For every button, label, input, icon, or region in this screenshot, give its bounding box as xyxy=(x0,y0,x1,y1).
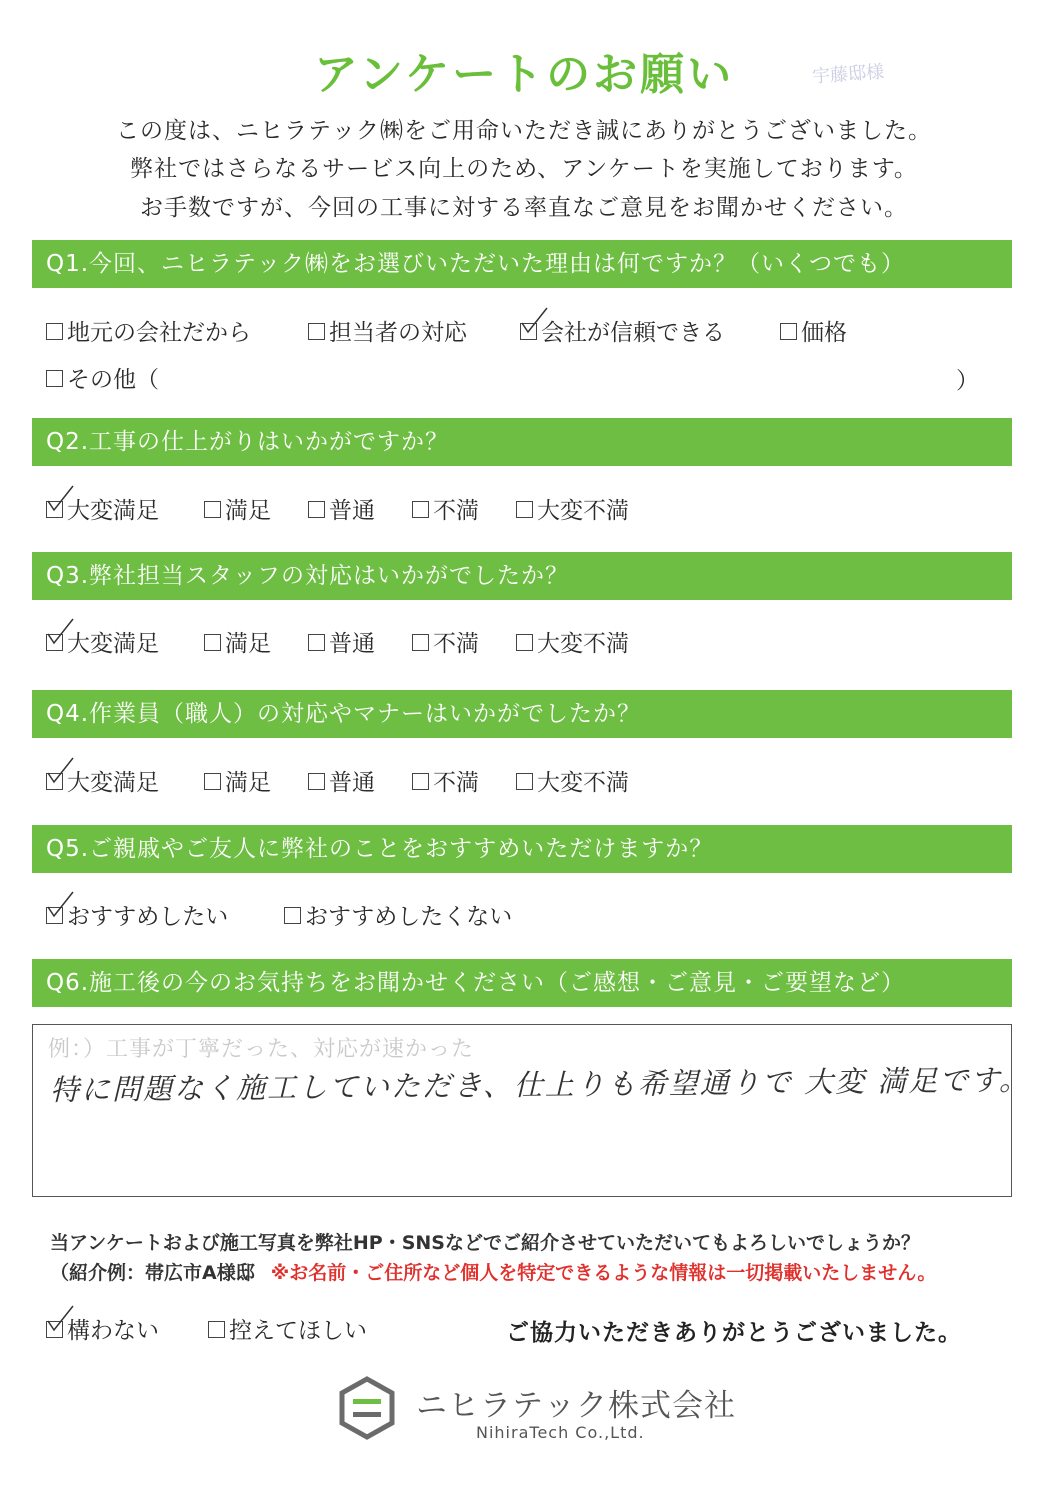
consent-options xyxy=(46,1310,367,1346)
q1-option-trust[interactable]: 会社が信頼できる xyxy=(520,314,780,347)
q1-option-other[interactable]: その他（ xyxy=(46,361,159,394)
q3-option-neutral[interactable]: 普通 xyxy=(308,625,412,658)
consent-question: 当アンケートおよび施工写真を弊社HP・SNSなどでご紹介させていただいてもよろしいでしょうか？ xyxy=(50,1232,920,1254)
page-title: アンケートのお願い xyxy=(313,49,735,100)
comment-example: 例：）工事が丁寧だった、対応が速かった xyxy=(48,1037,475,1062)
q3-heading: Q3.弊社担当スタッフの対応はいかがでしたか？ xyxy=(32,552,1012,600)
checkbox[interactable] xyxy=(308,501,325,518)
check-mark-icon xyxy=(45,484,75,514)
checkbox[interactable] xyxy=(516,501,533,518)
checkbox[interactable] xyxy=(46,370,63,387)
q2-option-very-satisfied[interactable]: 大変満足 xyxy=(46,492,204,525)
check-mark-icon xyxy=(519,306,549,336)
checkbox[interactable] xyxy=(204,634,221,651)
q5-options xyxy=(46,896,512,932)
q3-option-very-dissatisfied[interactable]: 大変不満 xyxy=(516,625,629,658)
intro-line-1: この度は、ニヒラテック㈱をご用命いただき誠にありがとうございました。 xyxy=(116,118,932,144)
thanks-message: ご協力いただきありがとうございました。 xyxy=(506,1320,962,1346)
checkbox[interactable] xyxy=(204,501,221,518)
checkbox[interactable] xyxy=(308,323,325,340)
comment-answer: 特に問題なく施工していただき、仕上りも希望通りで 大変 満足です。 xyxy=(49,1062,1031,1107)
q4-option-dissatisfied[interactable]: 不満 xyxy=(412,764,516,797)
name-stamp: 宇藤邸様 xyxy=(811,61,885,88)
q2-option-very-dissatisfied[interactable]: 大変不満 xyxy=(516,492,629,525)
q4-option-very-satisfied[interactable]: 大変満足 xyxy=(46,764,204,797)
checkbox[interactable] xyxy=(412,501,429,518)
q1-option-local[interactable]: 地元の会社だから xyxy=(46,314,308,347)
checkbox[interactable] xyxy=(308,773,325,790)
checkbox[interactable] xyxy=(520,323,537,340)
checkbox[interactable] xyxy=(516,773,533,790)
consent-option-decline[interactable]: 控えてほしい xyxy=(208,1312,367,1345)
q1-option-price[interactable]: 価格 xyxy=(780,314,847,347)
checkbox[interactable] xyxy=(208,1321,225,1338)
q4-heading: Q4.作業員（職人）の対応やマナーはいかがでしたか？ xyxy=(32,690,1012,738)
q2-option-neutral[interactable]: 普通 xyxy=(308,492,412,525)
q1-option-staff[interactable]: 担当者の対応 xyxy=(308,314,520,347)
checkbox[interactable] xyxy=(46,1321,63,1338)
q2-option-satisfied[interactable]: 満足 xyxy=(204,492,308,525)
check-mark-icon xyxy=(45,890,75,920)
q1-other-close: ） xyxy=(956,368,979,394)
checkbox[interactable] xyxy=(46,634,63,651)
q4-option-neutral[interactable]: 普通 xyxy=(308,764,412,797)
q5-option-not-recommend[interactable]: おすすめしたくない xyxy=(284,898,512,931)
company-name-en: NihiraTech Co.,Ltd. xyxy=(476,1423,645,1442)
q2-heading: Q2.工事の仕上がりはいかがですか？ xyxy=(32,418,1012,466)
q5-option-recommend[interactable]: おすすめしたい xyxy=(46,898,284,931)
q3-option-very-satisfied[interactable]: 大変満足 xyxy=(46,625,204,658)
consent-example: （紹介例：帯広市A様邸 xyxy=(50,1262,255,1284)
q3-option-satisfied[interactable]: 満足 xyxy=(204,625,308,658)
checkbox[interactable] xyxy=(46,501,63,518)
q4-option-very-dissatisfied[interactable]: 大変不満 xyxy=(516,764,629,797)
q3-options xyxy=(46,623,629,659)
checkbox[interactable] xyxy=(412,773,429,790)
checkbox[interactable] xyxy=(284,907,301,924)
checkbox[interactable] xyxy=(412,634,429,651)
q2-option-dissatisfied[interactable]: 不満 xyxy=(412,492,516,525)
checkbox[interactable] xyxy=(46,773,63,790)
checkbox[interactable] xyxy=(46,323,63,340)
checkbox[interactable] xyxy=(516,634,533,651)
q4-options xyxy=(46,762,629,798)
checkbox[interactable] xyxy=(204,773,221,790)
q3-option-dissatisfied[interactable]: 不満 xyxy=(412,625,516,658)
q1-options xyxy=(46,312,847,348)
intro-line-2: 弊社ではさらなるサービス向上のため、アンケートを実施しております。 xyxy=(130,156,918,182)
checkbox[interactable] xyxy=(46,907,63,924)
intro-line-3: お手数ですが、今回の工事に対する率直なご意見をお聞かせください。 xyxy=(140,195,908,221)
consent-example-line xyxy=(50,1258,936,1285)
check-mark-icon xyxy=(45,617,75,647)
q4-option-satisfied[interactable]: 満足 xyxy=(204,764,308,797)
checkbox[interactable] xyxy=(308,634,325,651)
q1-other-row xyxy=(46,359,159,395)
consent-option-ok[interactable]: 構わない xyxy=(46,1312,208,1345)
q6-heading: Q6.施工後の今のお気持ちをお聞かせください（ご感想・ご意見・ご要望など） xyxy=(32,959,1012,1007)
q5-heading: Q5.ご親戚やご友人に弊社のことをおすすめいただけますか？ xyxy=(32,825,1012,873)
company-logo-icon xyxy=(338,1376,396,1440)
q2-options xyxy=(46,490,629,526)
check-mark-icon xyxy=(45,756,75,786)
consent-warning: ※お名前・ご住所など個人を特定できるような情報は一切掲載いたしません。 xyxy=(270,1262,937,1284)
q1-heading: Q1.今回、ニヒラテック㈱をお選びいただいた理由は何ですか？（いくつでも） xyxy=(32,240,1012,288)
company-name: ニヒラテック株式会社 xyxy=(416,1388,736,1424)
checkbox[interactable] xyxy=(780,323,797,340)
check-mark-icon xyxy=(45,1304,75,1334)
